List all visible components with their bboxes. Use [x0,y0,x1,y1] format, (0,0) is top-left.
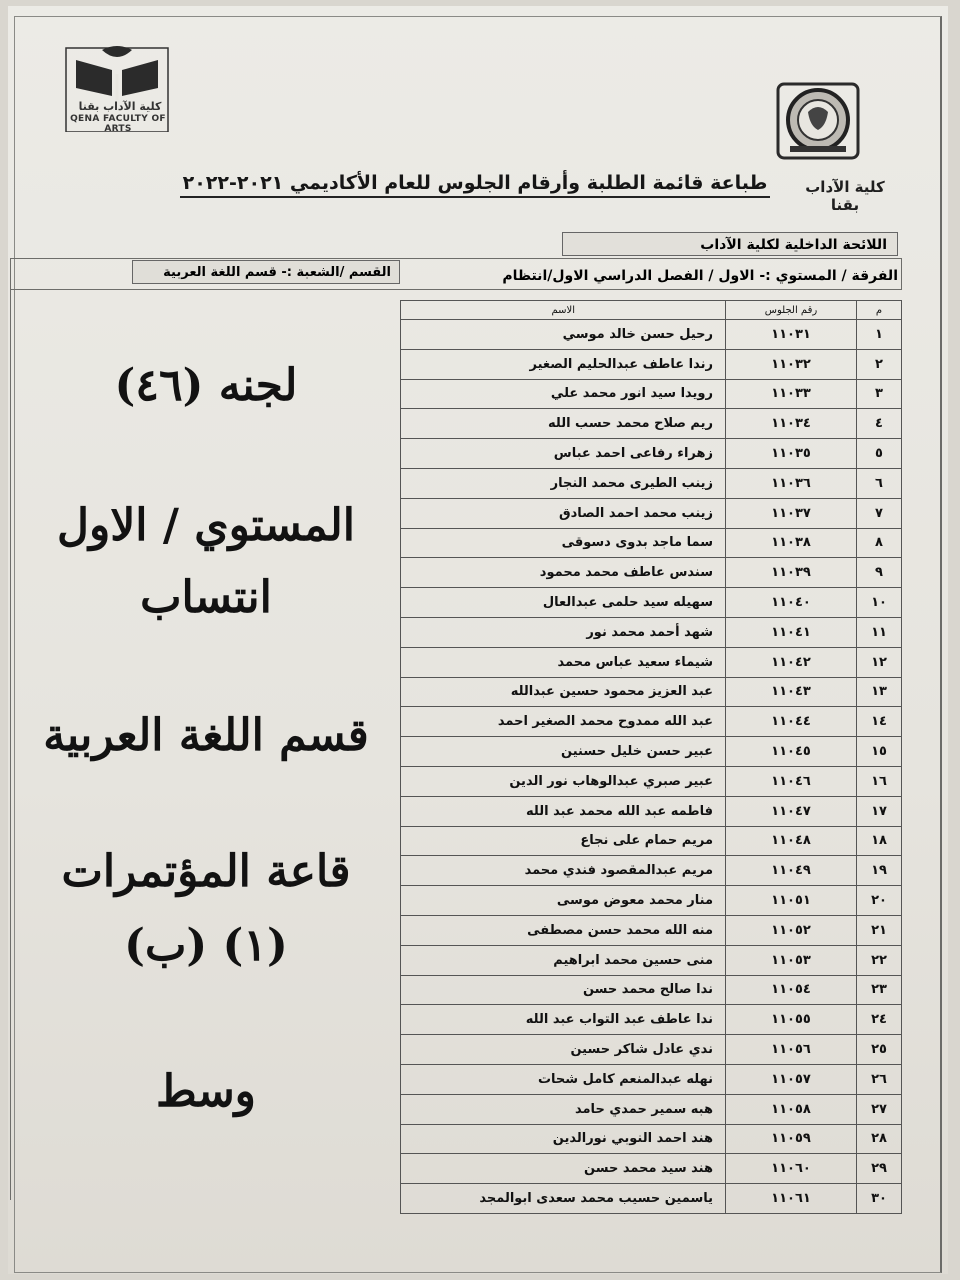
table-row [401,468,902,498]
student-name: هبه سمير حمدي حامد [401,1094,726,1124]
student-name: سما ماجد بدوى دسوقى [401,528,726,558]
table-row [401,737,902,767]
position-label: وسط [156,1066,256,1117]
student-name: نهله عبدالمنعم كامل شحات [401,1064,726,1094]
seat-number: ١١٠٣٢ [726,349,857,379]
department-box: القسم /الشعبة :- قسم اللغة العربية [132,260,400,284]
table-row [401,1005,902,1035]
university-seal-icon [770,82,866,160]
seat-number: ١١٠٣٦ [726,468,857,498]
table-row [401,1124,902,1154]
row-index: ١٣ [857,677,902,707]
seat-number: ١١٠٥٦ [726,1035,857,1065]
row-index: ٤ [857,409,902,439]
table-row [401,1184,902,1214]
table-row [401,617,902,647]
college-name: كلية الآداب بقنا [805,178,885,214]
row-index: ١ [857,320,902,350]
row-index: ٦ [857,468,902,498]
student-name: منى حسين محمد ابراهيم [401,945,726,975]
seat-number: ١١٠٤٦ [726,766,857,796]
seat-number: ١١٠٦٠ [726,1154,857,1184]
seat-number: ١١٠٣١ [726,320,857,350]
table-row [401,766,902,796]
student-name: شيماء سعيد عباس محمد [401,647,726,677]
hall-code-label: (١) (ب) [124,920,288,971]
table-row [401,677,902,707]
student-name: مريم عبدالمقصود فندي محمد [401,856,726,886]
student-name: رويدا سيد انور محمد علي [401,379,726,409]
table-row [401,558,902,588]
row-index: ٢٧ [857,1094,902,1124]
committee-label: لجنه (٤٦) [114,360,298,411]
seat-number: ١١٠٣٨ [726,528,857,558]
seat-number: ١١٠٥٧ [726,1064,857,1094]
row-index: ١٦ [857,766,902,796]
seat-number: ١١٠٣٧ [726,498,857,528]
row-index: ٢٠ [857,886,902,916]
level-label: المستوي / الاول [56,500,355,551]
student-name: زينب الطيرى محمد النجار [401,468,726,498]
seat-number: ١١٠٥٨ [726,1094,857,1124]
student-name: ياسمين حسيب محمد سعدى ابوالمجد [401,1184,726,1214]
faculty-logo-arabic: كلية الآداب بقنا [78,100,162,113]
student-name: ندي عادل شاكر حسين [401,1035,726,1065]
table-row [401,945,902,975]
table-row [401,409,902,439]
table-row [401,1064,902,1094]
page-title: طباعة قائمة الطلبة وأرقام الجلوس للعام الأكاديمي ٢٠٢١-٢٠٢٢ [180,172,770,198]
table-row [401,826,902,856]
seat-number: ١١٠٣٤ [726,409,857,439]
table-row [401,647,902,677]
student-name: فاطمه عبد الله محمد عبد الله [401,796,726,826]
faculty-logo-english: QENA FACULTY OF ARTS [70,114,166,134]
seat-number: ١١٠٤٢ [726,647,857,677]
row-index: ٢١ [857,915,902,945]
student-name: ريم صلاح محمد حسب الله [401,409,726,439]
row-index: ٢٩ [857,1154,902,1184]
table-row [401,349,902,379]
student-name: سهيله سيد حلمى عبدالعال [401,588,726,618]
enrollment-type-label: انتساب [140,572,272,623]
table-row [401,856,902,886]
student-name: هند سيد محمد حسن [401,1154,726,1184]
col-seat-header: رقم الجلوس [726,301,857,320]
table-row [401,588,902,618]
seat-number: ١١٠٥٤ [726,975,857,1005]
seat-number: ١١٠٤١ [726,617,857,647]
student-name: عبد الله ممدوح محمد الصغير احمد [401,707,726,737]
table-row [401,439,902,469]
row-index: ١٢ [857,647,902,677]
table-row [401,975,902,1005]
col-index-header: م [857,301,902,320]
student-name: زينب محمد احمد الصادق [401,498,726,528]
table-row [401,886,902,916]
student-name: رحيل حسن خالد موسي [401,320,726,350]
seat-number: ١١٠٥١ [726,886,857,916]
seat-number: ١١٠٥٢ [726,915,857,945]
seat-number: ١١٠٣٩ [726,558,857,588]
student-name: منه الله محمد حسن مصطفى [401,915,726,945]
seat-number: ١١٠٥٣ [726,945,857,975]
student-name: هند احمد النوبي نورالدين [401,1124,726,1154]
annotation-panel [10,290,401,1200]
student-name: سندس عاطف محمد محمود [401,558,726,588]
student-name: مريم حمام على نجاع [401,826,726,856]
students-table [400,300,902,1214]
student-name: عبير حسن خليل حسنين [401,737,726,767]
seat-number: ١١٠٣٣ [726,379,857,409]
student-name: زهراء رفاعى احمد عباس [401,439,726,469]
table-row [401,379,902,409]
seat-number: ١١٠٤٧ [726,796,857,826]
row-index: ٥ [857,439,902,469]
row-index: ١٥ [857,737,902,767]
row-index: ٢٤ [857,1005,902,1035]
row-index: ٣٠ [857,1184,902,1214]
table-row [401,320,902,350]
seat-number: ١١٠٣٥ [726,439,857,469]
level-line: الفرقة / المستوي :- الاول / الفصل الدراسي الاول/انتظام [502,268,898,284]
regulation-box: اللائحة الداخلية لكلية الآداب [562,232,898,256]
department-label: قسم اللغة العربية [43,710,369,761]
student-name: ندا عاطف عبد التواب عبد الله [401,1005,726,1035]
seat-number: ١١٠٥٩ [726,1124,857,1154]
row-index: ٩ [857,558,902,588]
seat-number: ١١٠٤٣ [726,677,857,707]
student-name: عبد العزيز محمود حسين عبدالله [401,677,726,707]
row-index: ٢٣ [857,975,902,1005]
seat-number: ١١٠٤٤ [726,707,857,737]
table-row [401,1094,902,1124]
table-row [401,1154,902,1184]
table-row [401,528,902,558]
seat-number: ١١٠٤٨ [726,826,857,856]
seat-number: ١١٠٤٩ [726,856,857,886]
student-name: عبير صبري عبدالوهاب نور الدين [401,766,726,796]
col-name-header: الاسم [401,301,726,320]
row-index: ١٤ [857,707,902,737]
row-index: ١١ [857,617,902,647]
student-name: شهد أحمد محمد نور [401,617,726,647]
row-index: ٣ [857,379,902,409]
row-index: ٨ [857,528,902,558]
seat-number: ١١٠٤٠ [726,588,857,618]
table-header-row [401,301,902,320]
row-index: ٢٨ [857,1124,902,1154]
hall-label: قاعة المؤتمرات [61,846,351,897]
row-index: ٢٦ [857,1064,902,1094]
row-index: ١٠ [857,588,902,618]
student-name: رندا عاطف عبدالحليم الصغير [401,349,726,379]
row-index: ١٩ [857,856,902,886]
table-row [401,915,902,945]
table-row [401,796,902,826]
row-index: ٢ [857,349,902,379]
table-row [401,707,902,737]
seat-number: ١١٠٥٥ [726,1005,857,1035]
row-index: ٧ [857,498,902,528]
row-index: ١٨ [857,826,902,856]
row-index: ١٧ [857,796,902,826]
row-index: ٢٥ [857,1035,902,1065]
row-index: ٢٢ [857,945,902,975]
student-name: منار محمد معوض موسى [401,886,726,916]
seat-number: ١١٠٦١ [726,1184,857,1214]
seat-number: ١١٠٤٥ [726,737,857,767]
student-name: ندا صالح محمد حسن [401,975,726,1005]
table-row [401,498,902,528]
table-row [401,1035,902,1065]
